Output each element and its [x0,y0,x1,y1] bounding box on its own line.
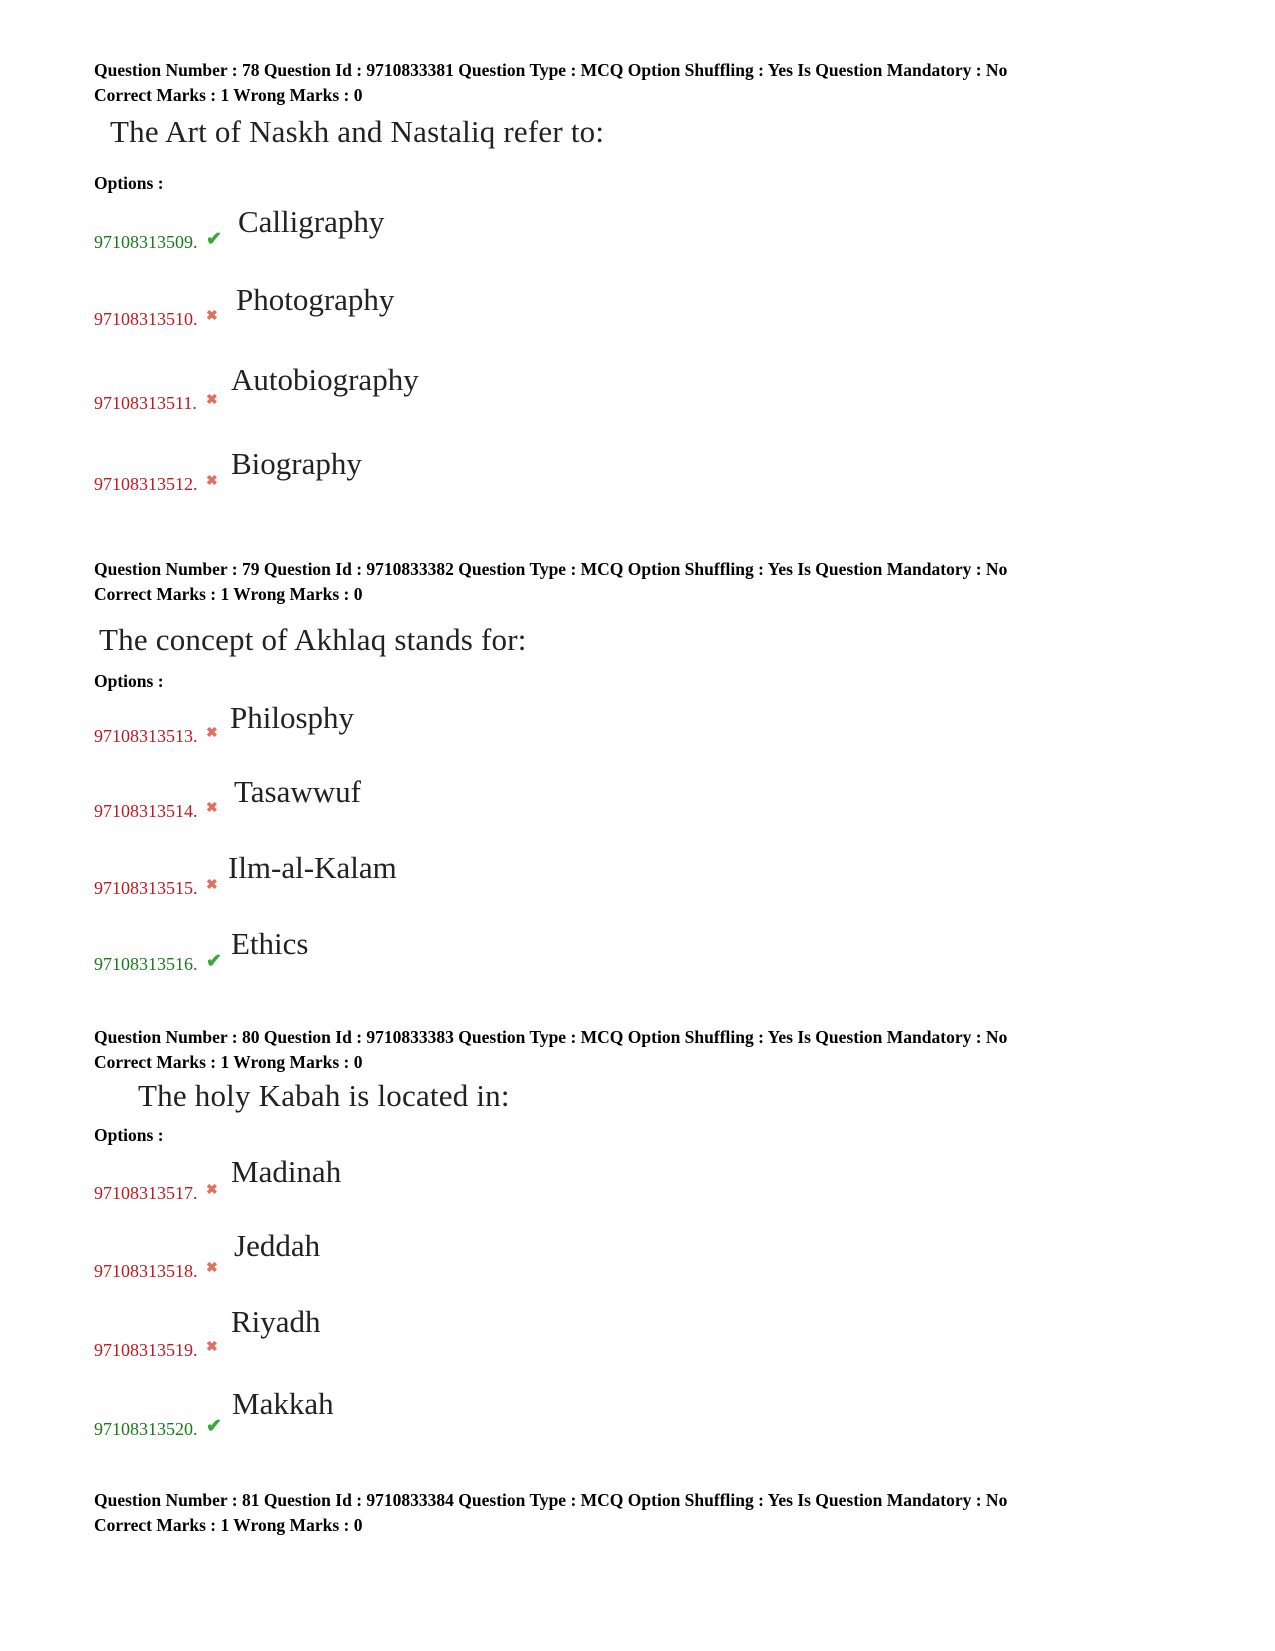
option-row [94,446,694,506]
check-icon: ✔ [206,1416,222,1437]
option-text: Photography [236,282,395,317]
option-id: 97108313519. [94,1340,198,1360]
question-79-meta [94,557,1194,607]
option-text: Ilm-al-Kalam [228,850,397,885]
option-row [94,926,694,986]
question-meta-line1: Question Number : 79 Question Id : 9710833382 Question Type : MCQ Option Shuffling : Yes Is Question Mandatory : No [94,559,1008,579]
option-id: 97108313512. [94,474,198,494]
option-id: 97108313513. [94,726,198,746]
question-meta-line2: Correct Marks : 1 Wrong Marks : 0 [94,1515,363,1535]
option-text: Madinah [231,1154,342,1189]
option-text: Philosphy [230,700,355,735]
cross-icon: ✖ [206,1183,218,1198]
option-text: Tasawwuf [234,774,361,809]
option-text: Autobiography [231,362,419,397]
option-row [94,774,694,834]
option-text: Makkah [232,1386,334,1421]
question-78-text: The Art of Naskh and Nastaliq refer to: [110,114,605,149]
option-id: 97108313509. [94,232,198,252]
option-row [94,282,694,342]
question-meta-line2: Correct Marks : 1 Wrong Marks : 0 [94,85,363,105]
cross-icon: ✖ [206,878,218,893]
question-meta-line2: Correct Marks : 1 Wrong Marks : 0 [94,1052,363,1072]
option-text: Jeddah [234,1228,321,1263]
cross-icon: ✖ [206,474,218,489]
cross-icon: ✖ [206,309,218,324]
question-meta-line2: Correct Marks : 1 Wrong Marks : 0 [94,584,363,604]
question-81-meta [94,1488,1194,1538]
question-79-text: The concept of Akhlaq stands for: [99,622,527,657]
option-id: 97108313520. [94,1419,198,1439]
option-text: Biography [231,446,362,481]
question-78-meta [94,58,1194,108]
question-80-meta [94,1025,1194,1075]
option-row [94,850,694,910]
option-text: Calligraphy [238,204,385,239]
cross-icon: ✖ [206,726,218,741]
cross-icon: ✖ [206,801,218,816]
option-row [94,1152,694,1212]
question-80-text: The holy Kabah is located in: [138,1078,510,1113]
option-row [94,202,694,262]
options-label: Options : [94,1125,164,1145]
options-label: Options : [94,173,164,193]
question-meta-line1: Question Number : 80 Question Id : 9710833383 Question Type : MCQ Option Shuffling : Yes Is Question Mandatory : No [94,1027,1008,1047]
option-row [94,1386,694,1446]
option-id: 97108313514. [94,801,198,821]
option-id: 97108313516. [94,954,198,974]
cross-icon: ✖ [206,1261,218,1276]
option-text: Ethics [231,926,309,961]
check-icon: ✔ [206,229,222,250]
option-row [94,1226,694,1286]
check-icon: ✔ [206,951,222,972]
option-id: 97108313510. [94,309,198,329]
options-label: Options : [94,671,164,691]
option-id: 97108313511. [94,393,197,413]
option-id: 97108313518. [94,1261,198,1281]
option-text: Riyadh [231,1304,321,1339]
option-row [94,360,694,420]
option-row [94,700,694,760]
cross-icon: ✖ [206,393,218,408]
option-row [94,1302,694,1362]
option-id: 97108313515. [94,878,198,898]
option-id: 97108313517. [94,1183,198,1203]
question-meta-line1: Question Number : 81 Question Id : 9710833384 Question Type : MCQ Option Shuffling : Yes Is Question Mandatory : No [94,1490,1008,1510]
cross-icon: ✖ [206,1340,218,1355]
question-meta-line1: Question Number : 78 Question Id : 9710833381 Question Type : MCQ Option Shuffling : Yes Is Question Mandatory : No [94,60,1008,80]
